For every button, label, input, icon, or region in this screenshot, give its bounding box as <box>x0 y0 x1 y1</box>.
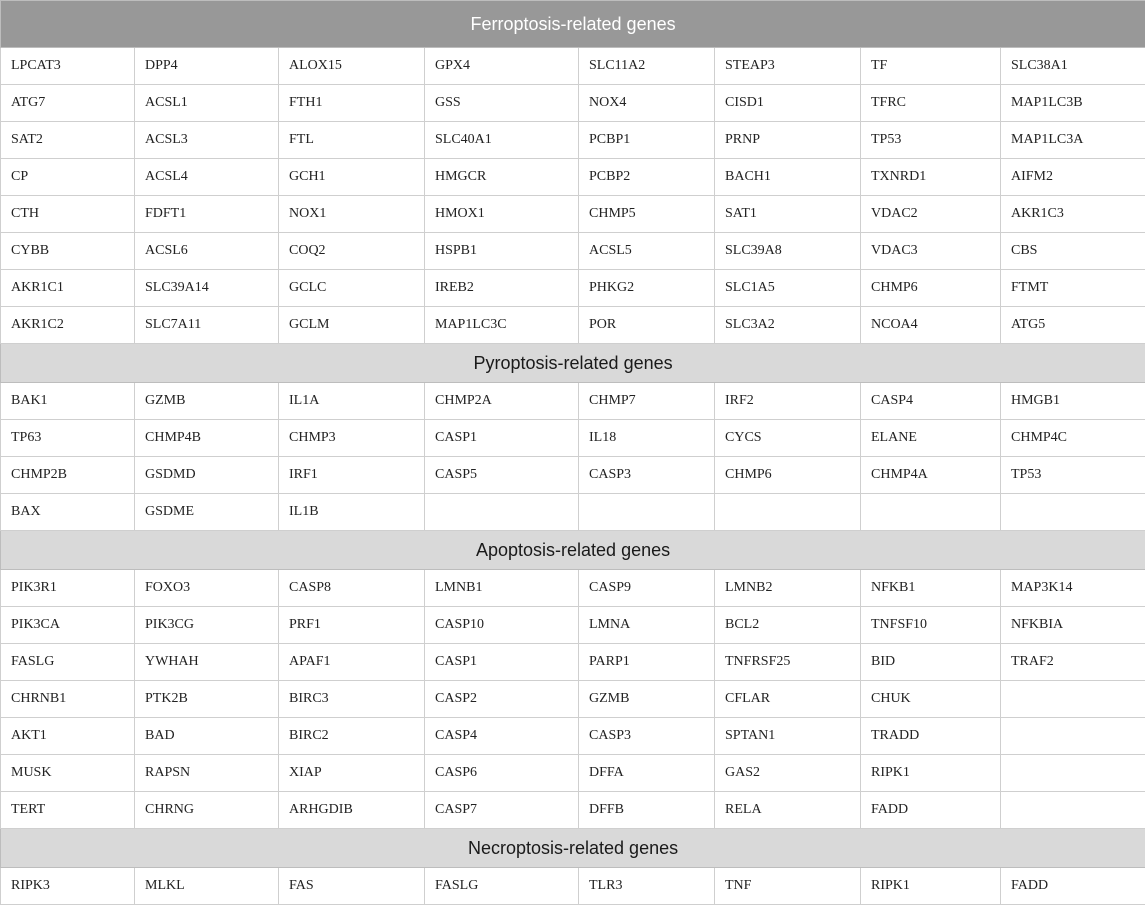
gene-cell: IL1A <box>279 383 425 420</box>
gene-cell: PCBP1 <box>579 122 715 159</box>
gene-cell: GZMB <box>579 681 715 718</box>
gene-cell: TRADD <box>861 718 1001 755</box>
gene-cell: TP53 <box>1001 457 1145 494</box>
gene-cell: GCLM <box>279 307 425 344</box>
gene-cell: FASLG <box>1 644 135 681</box>
gene-cell: CHMP2A <box>425 383 579 420</box>
gene-cell: YWHAH <box>135 644 279 681</box>
gene-cell: BCL2 <box>715 607 861 644</box>
gene-cell: SLC40A1 <box>425 122 579 159</box>
table-row <box>1 307 1145 344</box>
gene-cell: NOX1 <box>279 196 425 233</box>
gene-cell: MAP1LC3C <box>425 307 579 344</box>
gene-cell: ATG7 <box>1 85 135 122</box>
table-row <box>1 457 1145 494</box>
gene-cell: ACSL6 <box>135 233 279 270</box>
gene-cell <box>1001 718 1145 755</box>
table-row <box>1 270 1145 307</box>
gene-cell: PIK3CG <box>135 607 279 644</box>
gene-cell: CASP4 <box>425 718 579 755</box>
gene-cell: POR <box>579 307 715 344</box>
gene-cell: FAS <box>279 868 425 905</box>
gene-cell: SLC11A2 <box>579 48 715 85</box>
gene-cell: CASP3 <box>579 457 715 494</box>
gene-cell: NFKB1 <box>861 570 1001 607</box>
gene-cell <box>1001 681 1145 718</box>
gene-cell: CASP2 <box>425 681 579 718</box>
gene-cell: APAF1 <box>279 644 425 681</box>
table-row <box>1 681 1145 718</box>
gene-cell: FTL <box>279 122 425 159</box>
gene-cell: CASP1 <box>425 420 579 457</box>
gene-cell: LMNB1 <box>425 570 579 607</box>
gene-cell: PIK3CA <box>1 607 135 644</box>
gene-cell: TERT <box>1 792 135 829</box>
gene-cell: BIRC3 <box>279 681 425 718</box>
gene-cell: LMNB2 <box>715 570 861 607</box>
gene-cell: SLC39A8 <box>715 233 861 270</box>
gene-cell: CHMP4C <box>1001 420 1145 457</box>
gene-cell: HSPB1 <box>425 233 579 270</box>
table-row <box>1 196 1145 233</box>
gene-cell: FDFT1 <box>135 196 279 233</box>
gene-cell: NOX4 <box>579 85 715 122</box>
gene-cell: CASP8 <box>279 570 425 607</box>
table-row <box>1 792 1145 829</box>
section-header-row <box>1 829 1145 868</box>
gene-cell: FTMT <box>1001 270 1145 307</box>
gene-cell: MUSK <box>1 755 135 792</box>
table-row <box>1 755 1145 792</box>
table-row <box>1 570 1145 607</box>
gene-cell: FASLG <box>425 868 579 905</box>
gene-cell: AKR1C2 <box>1 307 135 344</box>
gene-cell: RIPK3 <box>1 868 135 905</box>
gene-cell: COQ2 <box>279 233 425 270</box>
table-row <box>1 122 1145 159</box>
gene-cell: TXNRD1 <box>861 159 1001 196</box>
gene-cell: HMOX1 <box>425 196 579 233</box>
gene-cell: CISD1 <box>715 85 861 122</box>
gene-cell: SLC3A2 <box>715 307 861 344</box>
table-row <box>1 420 1145 457</box>
gene-cell <box>1001 792 1145 829</box>
gene-cell: TRAF2 <box>1001 644 1145 681</box>
gene-cell <box>715 494 861 531</box>
gene-cell: TNF <box>715 868 861 905</box>
gene-cell: HMGCR <box>425 159 579 196</box>
section-title: Pyroptosis-related genes <box>1 344 1145 383</box>
gene-cell: CHMP7 <box>579 383 715 420</box>
gene-cell: CBS <box>1001 233 1145 270</box>
gene-cell: ACSL4 <box>135 159 279 196</box>
gene-cell: RAPSN <box>135 755 279 792</box>
gene-cell <box>579 494 715 531</box>
gene-cell: RIPK1 <box>861 755 1001 792</box>
gene-cell: MAP3K14 <box>1001 570 1145 607</box>
gene-cell: CHMP2B <box>1 457 135 494</box>
table-row <box>1 159 1145 196</box>
gene-cell: XIAP <box>279 755 425 792</box>
gene-cell: IL1B <box>279 494 425 531</box>
gene-cell: IRF2 <box>715 383 861 420</box>
table-row <box>1 868 1145 905</box>
gene-cell: RELA <box>715 792 861 829</box>
gene-cell: CTH <box>1 196 135 233</box>
gene-cell: SLC1A5 <box>715 270 861 307</box>
gene-cell: NCOA4 <box>861 307 1001 344</box>
table-row <box>1 607 1145 644</box>
gene-cell: BACH1 <box>715 159 861 196</box>
gene-cell: BAK1 <box>1 383 135 420</box>
gene-cell: GSDMD <box>135 457 279 494</box>
gene-cell: LMNA <box>579 607 715 644</box>
gene-cell: AKR1C3 <box>1001 196 1145 233</box>
gene-cell: RIPK1 <box>861 868 1001 905</box>
gene-cell: IRF1 <box>279 457 425 494</box>
gene-cell: FOXO3 <box>135 570 279 607</box>
gene-cell <box>1001 755 1145 792</box>
gene-cell: IREB2 <box>425 270 579 307</box>
gene-cell <box>425 494 579 531</box>
gene-cell: PARP1 <box>579 644 715 681</box>
gene-cell: GCH1 <box>279 159 425 196</box>
gene-cell: FADD <box>1001 868 1145 905</box>
gene-cell: FTH1 <box>279 85 425 122</box>
gene-cell: ARHGDIB <box>279 792 425 829</box>
gene-cell: TP63 <box>1 420 135 457</box>
gene-cell: SLC7A11 <box>135 307 279 344</box>
gene-cell: CASP5 <box>425 457 579 494</box>
gene-cell: CASP3 <box>579 718 715 755</box>
gene-cell: CASP6 <box>425 755 579 792</box>
gene-cell: LPCAT3 <box>1 48 135 85</box>
gene-cell: TF <box>861 48 1001 85</box>
gene-cell: TP53 <box>861 122 1001 159</box>
gene-cell: PIK3R1 <box>1 570 135 607</box>
gene-cell: IL18 <box>579 420 715 457</box>
gene-cell: CASP9 <box>579 570 715 607</box>
table-row <box>1 48 1145 85</box>
gene-cell: VDAC2 <box>861 196 1001 233</box>
gene-cell: MAP1LC3A <box>1001 122 1145 159</box>
gene-cell: CHMP4A <box>861 457 1001 494</box>
gene-cell: PHKG2 <box>579 270 715 307</box>
gene-cell: MLKL <box>135 868 279 905</box>
gene-cell: SLC38A1 <box>1001 48 1145 85</box>
gene-cell: AKR1C1 <box>1 270 135 307</box>
gene-cell: CASP10 <box>425 607 579 644</box>
gene-cell: VDAC3 <box>861 233 1001 270</box>
gene-cell: CP <box>1 159 135 196</box>
gene-cell: CHMP4B <box>135 420 279 457</box>
gene-cell: GZMB <box>135 383 279 420</box>
gene-cell: CASP1 <box>425 644 579 681</box>
gene-cell: CYBB <box>1 233 135 270</box>
gene-cell: HMGB1 <box>1001 383 1145 420</box>
gene-cell: CHMP6 <box>715 457 861 494</box>
gene-cell: PCBP2 <box>579 159 715 196</box>
gene-cell: TLR3 <box>579 868 715 905</box>
table-row <box>1 494 1145 531</box>
gene-cell: CHMP3 <box>279 420 425 457</box>
table-row <box>1 718 1145 755</box>
gene-cell: TNFRSF25 <box>715 644 861 681</box>
gene-cell: CHUK <box>861 681 1001 718</box>
gene-cell: SAT1 <box>715 196 861 233</box>
section-title: Necroptosis-related genes <box>1 829 1145 868</box>
gene-cell: TFRC <box>861 85 1001 122</box>
section-header-row <box>1 1 1145 48</box>
gene-cell: CFLAR <box>715 681 861 718</box>
gene-cell: AIFM2 <box>1001 159 1145 196</box>
gene-cell: AKT1 <box>1 718 135 755</box>
section-header-row <box>1 344 1145 383</box>
gene-cell: STEAP3 <box>715 48 861 85</box>
gene-cell: CASP7 <box>425 792 579 829</box>
gene-cell: SPTAN1 <box>715 718 861 755</box>
gene-cell: BAD <box>135 718 279 755</box>
section-header-row <box>1 531 1145 570</box>
gene-cell <box>1001 494 1145 531</box>
gene-cell: FADD <box>861 792 1001 829</box>
gene-cell: NFKBIA <box>1001 607 1145 644</box>
table-row <box>1 85 1145 122</box>
table-row <box>1 383 1145 420</box>
gene-cell: ACSL3 <box>135 122 279 159</box>
gene-cell <box>861 494 1001 531</box>
gene-cell: ELANE <box>861 420 1001 457</box>
section-title: Apoptosis-related genes <box>1 531 1145 570</box>
gene-cell: PRNP <box>715 122 861 159</box>
gene-cell: SLC39A14 <box>135 270 279 307</box>
gene-cell: CHRNG <box>135 792 279 829</box>
gene-cell: ATG5 <box>1001 307 1145 344</box>
gene-cell: MAP1LC3B <box>1001 85 1145 122</box>
gene-cell: ACSL1 <box>135 85 279 122</box>
gene-cell: GSDME <box>135 494 279 531</box>
gene-cell: BIRC2 <box>279 718 425 755</box>
table-row <box>1 233 1145 270</box>
gene-cell: GSS <box>425 85 579 122</box>
gene-cell: GPX4 <box>425 48 579 85</box>
gene-cell: CHRNB1 <box>1 681 135 718</box>
section-title: Ferroptosis-related genes <box>1 1 1145 48</box>
gene-cell: DPP4 <box>135 48 279 85</box>
gene-cell: DFFB <box>579 792 715 829</box>
table-body <box>1 1 1145 905</box>
gene-cell: CYCS <box>715 420 861 457</box>
gene-cell: BAX <box>1 494 135 531</box>
gene-cell: BID <box>861 644 1001 681</box>
gene-cell: PRF1 <box>279 607 425 644</box>
gene-cell: ALOX15 <box>279 48 425 85</box>
gene-cell: ACSL5 <box>579 233 715 270</box>
gene-cell: GCLC <box>279 270 425 307</box>
gene-cell: CHMP5 <box>579 196 715 233</box>
gene-cell: GAS2 <box>715 755 861 792</box>
gene-cell: CASP4 <box>861 383 1001 420</box>
gene-cell: TNFSF10 <box>861 607 1001 644</box>
gene-cell: CHMP6 <box>861 270 1001 307</box>
table-row <box>1 644 1145 681</box>
gene-cell: SAT2 <box>1 122 135 159</box>
gene-cell: PTK2B <box>135 681 279 718</box>
gene-cell: DFFA <box>579 755 715 792</box>
